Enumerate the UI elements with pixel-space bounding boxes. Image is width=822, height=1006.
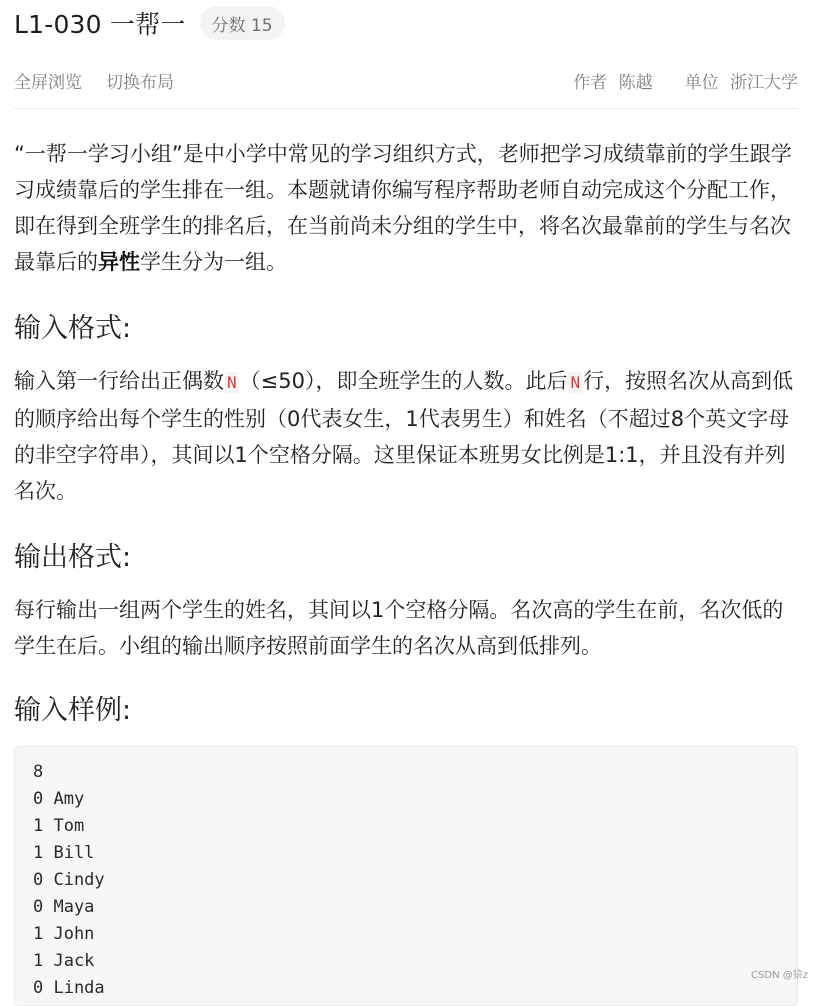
output-format-heading: 输出格式: (14, 542, 132, 573)
variable-n: N (227, 373, 237, 392)
problem-content (14, 136, 804, 727)
author-label: 作者 (573, 72, 608, 93)
problem-header (14, 4, 798, 42)
problem-description (14, 136, 804, 280)
unit-info (685, 68, 798, 93)
problem-toolbar (14, 66, 798, 94)
input-text-3: 行，按照名次从高到低的顺序给出每个学生的性别（0代表女生，1代表男生）和姓名（不超过8个英文字母的非空字符串），其间以1个空格分隔。这里保证本班男女比例是1:1，并且没有并列名次。 (14, 369, 794, 503)
unit-label: 单位 (684, 72, 719, 93)
sample-input-code[interactable] (14, 746, 798, 1006)
code-line: 1 Jack (33, 951, 95, 971)
input-text-2: （≤50），即全班学生的人数。此后 (239, 369, 568, 393)
switch-layout-button[interactable]: 切换布局 (106, 72, 174, 93)
code-line: 0 Amy (33, 789, 85, 809)
watermark: CSDN @猿z (751, 970, 808, 981)
description-text: “一帮一学习小组”是中小学中常见的学习组织方式，老师把学习成绩靠前的学生跟学习成绩靠后的学生排在一组。本题就请你编写程序帮助老师自动完成这个分配工作，即在得到全班学生的排名后，在当前尚未分组的学生中，将名次最靠前的学生与名次最靠后的 (14, 142, 792, 274)
input-text-1: 输入第一行给出正偶数 (14, 369, 224, 393)
code-line: 1 John (33, 924, 95, 944)
input-format-heading: 输入格式: (14, 313, 132, 344)
description-emphasis: 异性 (98, 250, 140, 274)
code-line: 0 Linda (33, 978, 105, 998)
code-line: 1 Tom (33, 816, 85, 836)
description-text-end: 学生分为一组。 (140, 250, 287, 274)
code-line: 1 Bill (33, 843, 95, 863)
author-info (573, 68, 652, 93)
header-divider (14, 108, 798, 109)
author-value: 陈越 (618, 72, 653, 93)
sample-input-heading: 输入样例: (14, 695, 132, 726)
code-line: 8 (33, 762, 44, 782)
input-format-text (14, 363, 804, 509)
fullscreen-button[interactable]: 全屏浏览 (14, 72, 82, 93)
code-line: 0 Maya (33, 897, 95, 917)
problem-title: L1-030 一帮一 (14, 10, 186, 39)
code-line: 0 Cindy (33, 870, 105, 890)
variable-n: N (570, 373, 581, 392)
unit-value: 浙江大学 (730, 72, 798, 93)
score-badge: 分数 15 (200, 6, 285, 40)
output-format-text: 每行输出一组两个学生的姓名，其间以1个空格分隔。名次高的学生在前，名次低的学生在后。小组的输出顺序按照前面学生的名次从高到低排列。 (14, 598, 784, 658)
